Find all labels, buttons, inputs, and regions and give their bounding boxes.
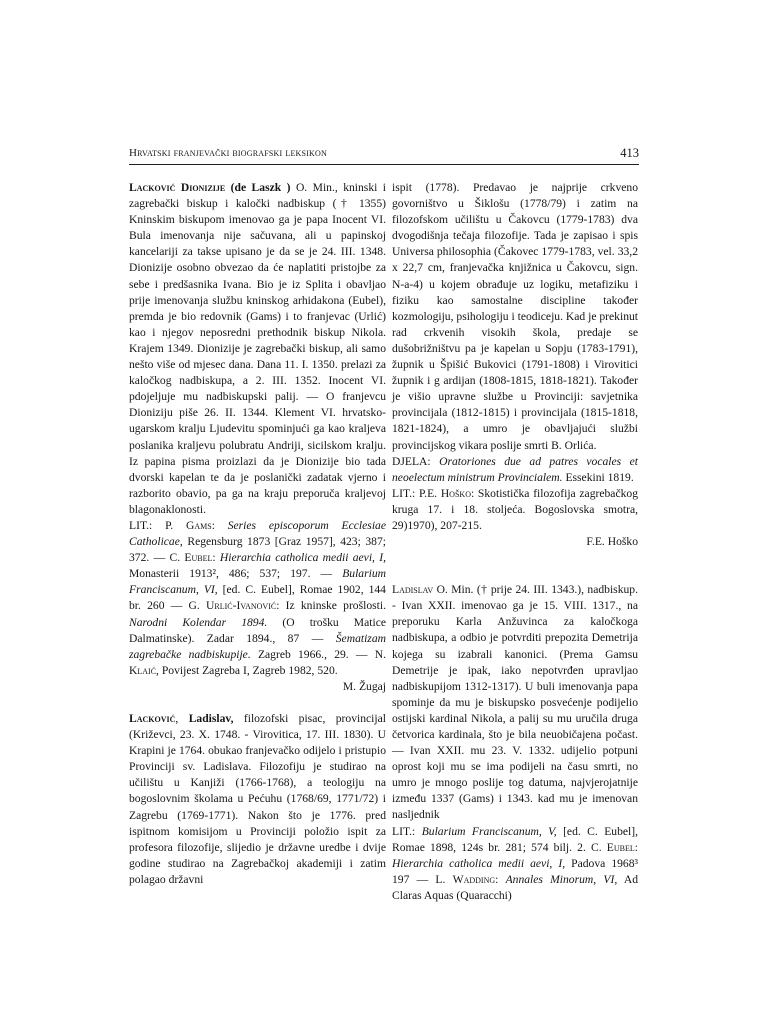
entry-ladislav: Lacković, Ladislav, filozofski pisac, provincijal (Križevci, 23. X. 1748. - Virovitica, 17. III. 1830). U Krapini je 1764. obukao franjevačko odijelo i pristupio Provinciji sv. Ladislava. Filozofiju je studirao na učilištu u Kanjiži (1766-1768), a teologiju na bogoslovnim školama u Pećuhu (1768/69, 1771/72) i Zagrebu (1769-1771). Nakon što je 1776. pred ispitnom komisijom u Provinciji položio ispit za profesora filozofije, slijedio je državne uredbe i dvije godine studirao na Zagrebačkoj akademiji i zatim polagao državni [129,712,386,886]
header-title: Hrvatski franjevački biografski leksikon [129,147,327,159]
lit-text: : Iz kninske prošlosti. [276,599,386,613]
works-title: Oratoriones due ad patres vocales et neoelectum ministrum Provincialem. [392,454,638,484]
entry-literature: LIT.: P. Gams: Series episcoporum Ecclesiae Catholicae, Regensburg 1873 [Graz 1957], 423; 387; 372. — C. Eubel: Hierarchia catholica medii aevi, I, Monasterii 1913², 486; 537; 197. — Bularium Franciscanum, VI, [ed. C. Eubel], Romae 1902, 144 br. 260 — G. Urlić-Ivanović: Iz kninske prošlosti. Narodni Kolendar 1894. (O trošku Matice Dalmatinske). Zadar 1894., 87 — Šematizam zagrebačke nadbiskupije. Zagreb 1966., 29. — N. Klaić, Povijest Zagreba I, Zagreb 1982, 520. [129,518,386,677]
lit-author: Urlić-Ivanović [206,599,277,613]
entry-separator [392,550,638,566]
lit-author: Eubel [184,551,213,565]
entry-surname: Lacković [129,712,176,725]
lit-text: LIT.: [392,824,416,838]
lit-text: , Povijest Zagreba I, Zagreb 1982, 520. [156,663,338,677]
page-number: 413 [620,146,639,160]
lit-author: Gams [185,518,212,532]
lit-text: Padova 1968³ 197 — L. [392,856,638,886]
lit-title: Bularium Franciscanum, VI, [129,567,386,597]
lit-author: Wadding [452,872,496,886]
entry-name: Dionizije [180,181,226,194]
entry-author: M. Žugaj [342,679,386,693]
running-header [129,147,639,163]
lit-title: Hierarchia catholica medii aevi, I, [392,856,566,870]
lit-title: Bularium Franciscanum, V, [421,824,557,838]
entry-separator [129,695,386,711]
entry-ladislav-om [392,582,638,823]
entry-name: Ladislav [392,583,434,597]
lit-text: [ed. C. Eubel], Romae 1898, 124s br. 281; 574 bilj. 2. C. [392,824,638,854]
entry-dionizije [129,180,386,518]
lit-title: Hierarchia catholica medii aevi, I, [219,551,386,565]
entry-literature: LIT.: Bularium Franciscanum, V, [ed. C. Eubel], Romae 1898, 124s br. 281; 574 bilj. 2. C. Eubel: Hierarchia catholica medii aevi, I, Padova 1968³ 197 — L. Wadding: Annales Minorum, VI, Ad Claras Aquas (Quaracchi) [392,824,638,902]
lit-text: Zagreb 1966., 29. — N. [257,647,386,661]
entry-literature [392,486,638,534]
entry-alias: (de Laszk ) [230,181,291,194]
works-label: DJELA: [392,454,431,468]
entry-separator [392,566,638,582]
entry-ladislav-continued: ispit (1778). Predavao je najprije crkveno govorništvo u Šiklošu (1778/79) i zatim na filozofskom učilištu u Čakovcu (1779-1783) dva dvogodišnja tečaja filozofije. Tada je zapisao i spis Universa philosophia (Čakovec 1779-1783, vel. 33,2 x 22,7 cm, franjevačka knjižnica u Čakovcu, sign. N-a-4) u kojem obrađuje uz logiku, metafiziku i fiziku kao samostalne discipline također kozmologiju, psihologiju i teodiceju. Kad je prekinut rad crkvenih visokih škola, predaje se dušobrižništvu pa je kapelan u Sopju (1783-1791), župnik u Špišić Bukovici (1791-1808) i Virovitici župnik i g ardijan (1808-1815, 1818-1821). Također je višio upravne službe u Provinciji: savjetnika provincijala (1812-1815) i provincijala (1815-1818, 1821-1824), a umro je obavljajući službi provincijskog vikara poslije smrti B. Orlića. [392,181,639,452]
lit-title: Narodni Kolendar 1894. [129,615,268,629]
lit-author: Hoško [440,486,471,500]
lit-text: LIT.: P. [129,518,174,532]
lit-text: [ed. C. Eubel], Romae 1902, 144 br. 260 — G. [129,583,386,613]
entry-name: Ladislav, [188,712,234,725]
lit-text: LIT.: P.E. [392,486,438,500]
left-column [129,180,386,888]
lit-text: Monasterii 1913², 486; 537; 197. — [129,567,333,581]
lit-text: Ad Claras Aquas (Quaracchi) [392,872,638,902]
header-rule [129,164,639,165]
lit-author: Klaić [129,663,157,677]
lit-title: Šematizam zagrebačke nadbiskupije. [129,631,386,661]
lit-title: Series episcoporum Ecclesiae Catholicae [129,518,386,549]
entry-works [392,454,638,486]
entry-body: filozofski pisac, provincijal (Križevci, 23. X. 1748. - Virovitica, 17. III. 1830). U Krapini je 1764. obukao franjevačko odijelo i pristupio Provinciji sv. Ladislava. Filozofiju je studirao na učilištu u Kanjiži (1766-1768), a teologiju na bogoslovnim školama u Pećuhu (1768/69, 1771/72) i Zagrebu (1769-1771). Nakon što je 1776. pred ispitnom komisijom u Provinciji položio ispit za profesora filozofije, slijedio je državne uredbe i dvije godine studirao na Zagrebačkoj akademiji i zatim polagao državni [129,712,386,886]
lit-text: (O trošku Matice Dalmatinske). Zadar 1894., 87 — [129,615,386,645]
lit-author: Eubel [606,840,635,854]
lit-text: , Regensburg 1873 [Graz 1957], 423; 387; 372. — C. [129,535,386,565]
right-column [392,180,638,904]
lit-title: Annales Minorum, VI, [505,872,618,886]
entry-body: O. Min., kninski i zagrebački biskup i kaločki nadbiskup († 1355) Kninskim biskupom imenovao ga je papa Inocent VI. Bula imenovanja nije sačuvana, ali u papinskoj kancelariji za takse upisano je da se je 24. III. 1348. Dionizije osobno obvezao da će naplatiti pristojbe za sebe i predšasnika Ivana. Bio je iz Splita i obavljao prije imenovanja službu kninskog arhidakona (Eubel), premda je bio redovnik (Gams) i to franjevac (Urlić) kao i njegov neposredni prethodnik biskup Nikola. Krajem 1349. Dionizije je zagrebački biskup, ali samo nešto više od mjesec dana. Dana 11. I. 1350. prelazi za kaločkog nadbiskupa, a 2. III. 1352. Inocent VI. pdojeljuje mu nadbiskupski palij. — O franjevcu Dioniziju piše 26. II. 1344. Klement VI. hrvatsko-ugarskom kralju Ljudevitu spominjući ga kao kraljeva poslanika kraljevu polubratu Andriji, sicilskom kralju. Iz papina pisma proizlazi da je Dionizije bio tada dvorski kapelan te da je poslanički zadatak vjerno i razborito obavio, pa ga na kraju preporuča kraljevoj blagonaklonosti. [129,181,386,516]
entry-surname: Lacković [129,181,176,194]
works-text: Essekini 1819. [565,470,634,484]
lit-text: : Skotistička filozofija zagrebačkog kruga 17. i 18. stoljeća. Bogoslovska smotra, 29)1970), 207-215. [392,486,638,532]
entry-body: O. Min. († prije 24. III. 1343.), nadbiskup. - Ivan XXII. imenovao ga je 15. VIII. 1317., na preporuku Karla Anžuvinca za kaločkoga nadbiskupa, a odbio je potvrditi prepozita Demetrija kojega su izabrali kanonici. (Prema Gamsu Demetrije je ipak, iako nepotvrđen upravljao nadbiskupijom 1312-1317). U buli imenovanja papa spominje da mu je biskupsko posvećenje podijelio ostijski kardinal Nikola, a palij su mu uručila druga četvorica kardinala, što je bila neuobičajena počast. — Ivan XXII. mu 23. V. 1332. udijelio potpuni oprost koji mu se ima podijeli na času smrti, no umro je mnogo poslije tog datuma, najvjerojatnije između 1337 (Gams) i 1343. kad mu je imenovan nasljednik [392,583,638,822]
entry-author: F.E. Hoško [586,535,638,549]
